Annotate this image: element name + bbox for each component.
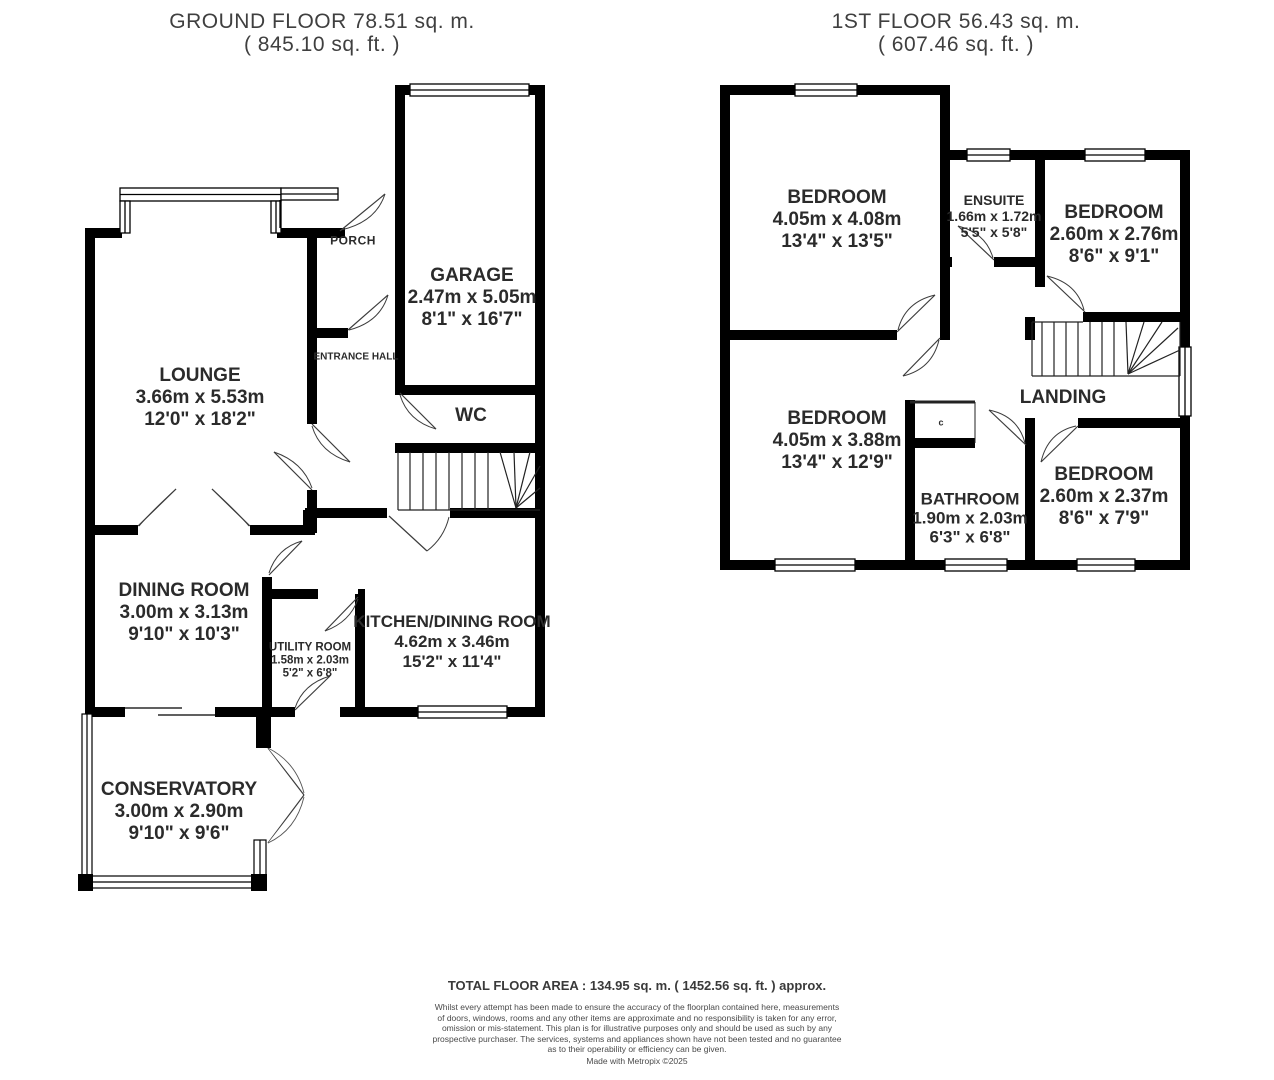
room-name: c [938,417,944,428]
room-name: KITCHEN/DINING ROOM [353,612,551,631]
ground-floor-title [169,10,474,56]
room-dim-imperial: 8'1" x 16'7" [421,309,523,330]
room-dim-imperial: 8'6" x 9'1" [1068,246,1160,267]
room-label-bathroom [912,490,1027,547]
room-dim-imperial: 9'10" x 9'6" [128,823,230,844]
room-label-conservatory [101,779,257,845]
room-label-wc [455,405,487,427]
room-label-utility-room [269,642,351,681]
room-name: LANDING [1019,387,1107,408]
ground-floor-title-line2: ( 845.10 sq. ft. ) [243,33,401,56]
room-dim-imperial: 9'10" x 10'3" [128,624,240,645]
room-label-garage [408,265,537,331]
room-dim-metric: 1.90m x 2.03m [912,508,1028,528]
room-dim-metric: 2.60m x 2.37m [1039,486,1169,507]
room-name: GARAGE [430,265,514,286]
cupboard-label [938,419,943,428]
room-dim-metric: 1.66m x 1.72m [946,208,1042,224]
room-dim-imperial: 8'6" x 7'9" [1058,508,1150,529]
room-label-lounge [136,365,265,431]
room-label-ensuite [947,192,1042,240]
room-dim-imperial: 13'4" x 13'5" [781,231,893,252]
room-name: CONSERVATORY [100,779,258,800]
stairs-first [1032,322,1180,376]
room-label-porch [330,235,376,248]
room-name: BEDROOM [787,187,887,208]
room-dim-metric: 2.47m x 5.05m [407,287,537,308]
room-dim-metric: 2.60m x 2.76m [1049,224,1179,245]
room-dim-imperial: 13'4" x 12'9" [781,452,893,473]
disclaimer-line: Whilst every attempt has been made to ensure the accuracy of the floorplan contained here, measurements [434,1002,840,1012]
room-dim-metric: 4.62m x 3.46m [394,632,510,651]
disclaimer-line: prospective purchaser. The services, systems and appliances shown have not been tested and no guarantee [432,1033,842,1044]
room-dim-imperial: 6'3" x 6'8" [929,527,1011,547]
room-name: BEDROOM [1054,464,1154,485]
room-label-landing [1020,387,1107,409]
room-name: ENSUITE [963,192,1025,208]
first-floor-title [832,10,1081,56]
room-dim-imperial: 5'2" x 6'8" [282,667,338,680]
ground-floor-title-line1: GROUND FLOOR 78.51 sq. m. [169,10,475,33]
room-dim-metric: 4.05m x 3.88m [772,430,902,451]
room-dim-metric: 1.58m x 2.03m [270,654,350,667]
room-name: BATHROOM [920,489,1020,509]
room-label-bedroom-2 [1050,202,1179,268]
room-name: UTILITY ROOM [268,641,352,654]
room-label-dining-room [119,580,250,646]
ground-floor-plan [78,84,545,891]
room-name: BEDROOM [787,408,887,429]
room-label-entrance-hall [314,352,399,363]
room-dim-imperial: 15'2" x 11'4" [402,652,502,671]
room-dim-metric: 3.00m x 2.90m [114,801,244,822]
disclaimer-line: as to their operability or efficiency can be given. [547,1044,727,1054]
room-dim-metric: 3.00m x 3.13m [119,602,249,623]
room-name: BEDROOM [1064,202,1164,223]
room-name: WC [455,405,487,426]
room-dim-imperial: 5'5" x 5'8" [960,224,1028,240]
room-name: PORCH [330,233,376,248]
room-label-bedroom-3 [773,408,902,474]
disclaimer [0,1002,1274,1055]
disclaimer-line: of doors, windows, rooms and any other items are approximate and no responsibility is taken for any error, [437,1012,837,1023]
room-name: ENTRANCE HALL [313,351,399,363]
first-floor-title-line1: 1ST FLOOR 56.43 sq. m. [831,10,1081,33]
disclaimer-line: omission or mis-statement. This plan is for illustrative purposes only and should be used as such by any [441,1023,833,1033]
room-dim-metric: 4.05m x 4.08m [772,209,902,230]
room-dim-metric: 3.66m x 5.53m [135,387,265,408]
room-label-kitchen-dining-room [353,612,550,672]
total-floor-area: TOTAL FLOOR AREA : 134.95 sq. m. ( 1452.56 sq. ft. ) approx. [447,978,827,993]
metropix-credit: Made with Metropix ©2025 [586,1055,688,1066]
room-label-bedroom-4 [1040,464,1169,530]
room-dim-imperial: 12'0" x 18'2" [144,409,256,430]
stairs-ground [398,452,540,510]
footer [0,978,1274,1066]
room-label-bedroom-1 [773,187,902,253]
first-floor-title-line2: ( 607.46 sq. ft. ) [877,33,1035,56]
room-name: DINING ROOM [118,580,250,601]
room-name: LOUNGE [159,365,241,386]
